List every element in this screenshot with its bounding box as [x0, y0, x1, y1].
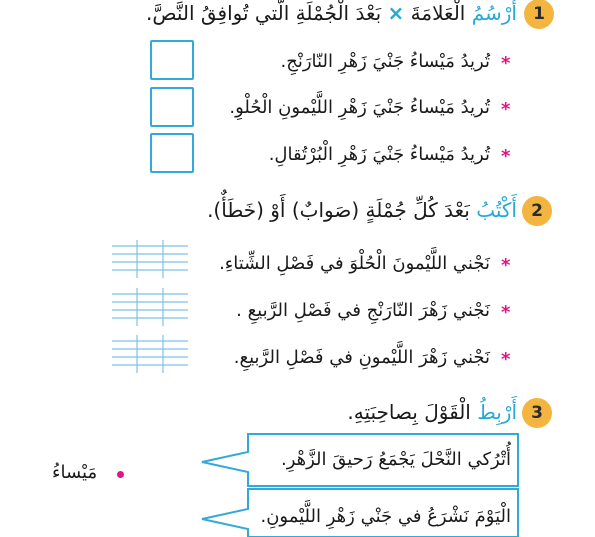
exercise-2-statement: نَجْني زَهْرَ اللَّيْمونِ في فَصْلِ الرَّبيعِ. — [233, 347, 490, 368]
exercise-1-statement: تُريدُ مَيْساءُ جَنْيَ زَهْرِ النّارَنْجِ. — [280, 51, 490, 72]
exercise-1-instruction — [146, 0, 517, 28]
connector-dot[interactable] — [117, 471, 124, 478]
instruction-text: الْعَلامَةَ — [410, 1, 466, 25]
bullet-star: * — [501, 53, 511, 74]
exercise-1-number: 1 — [533, 4, 545, 24]
answer-checkbox[interactable] — [150, 133, 194, 173]
exercise-1-number-badge — [524, 0, 554, 29]
bullet-star: * — [501, 99, 511, 120]
bullet-star: * — [501, 349, 511, 370]
instruction-text: بَعْدَ كُلِّ جُمْلَةٍ (صَوابٌ) أَوْ (خَطَأٌ). — [207, 198, 470, 222]
instruction-text: الْقَوْلَ بِصاحِبَتِهِ. — [347, 400, 471, 424]
exercise-3-number: 3 — [531, 403, 543, 423]
speech-bubble-quote: الْيَوْمَ نَشْرَعُ في جَنْي زَهْرِ اللَّيْمونِ. — [260, 506, 511, 527]
exercise-2-statement: نَجْني زَهْرَ النّارَنْجِ في فَصْلِ الرَّبيعِ . — [236, 300, 490, 321]
instruction-verb: أَكْتُبُ — [476, 198, 517, 222]
exercise-2-instruction — [207, 195, 517, 225]
instruction-text: بَعْدَ الْجُمْلَةِ الَّتي تُوافِقُ النَّصَّ. — [145, 1, 382, 25]
exercise-2-number-badge — [522, 196, 552, 226]
instruction-verb: أَرْسُمُ — [471, 1, 517, 25]
bullet-star: * — [501, 146, 511, 167]
cross-mark-symbol: × — [387, 1, 405, 25]
writing-lines-area[interactable] — [112, 240, 188, 278]
answer-checkbox[interactable] — [150, 40, 194, 80]
speech-bubble-quote: أُتْرُكي النَّحْلَ يَجْمَعُ رَحيقَ الزَّهْرِ. — [280, 449, 511, 470]
instruction-verb: أَرْبِطُ — [477, 400, 517, 424]
exercise-1-statement: تُريدُ مَيْساءُ جَنْيَ زَهْرِ الْبُرْتُقالِ. — [268, 144, 490, 165]
exercise-2-number: 2 — [531, 201, 543, 221]
exercise-2-statement: نَجْني اللَّيْمونَ الْحُلْوَ في فَصْلِ الشِّتاءِ. — [219, 253, 490, 274]
writing-lines-area[interactable] — [112, 335, 188, 373]
speaker-name: مَيْساءُ — [52, 462, 98, 483]
writing-lines-area[interactable] — [112, 288, 188, 326]
exercise-3-number-badge — [522, 398, 552, 428]
bullet-star: * — [501, 302, 511, 323]
exercise-1-statement: تُريدُ مَيْساءُ جَنْيَ زَهْرِ اللَّيْمونِ الْحُلْوِ. — [229, 97, 490, 118]
exercise-3-instruction — [347, 397, 517, 427]
bullet-star: * — [501, 255, 511, 276]
answer-checkbox[interactable] — [150, 87, 194, 127]
